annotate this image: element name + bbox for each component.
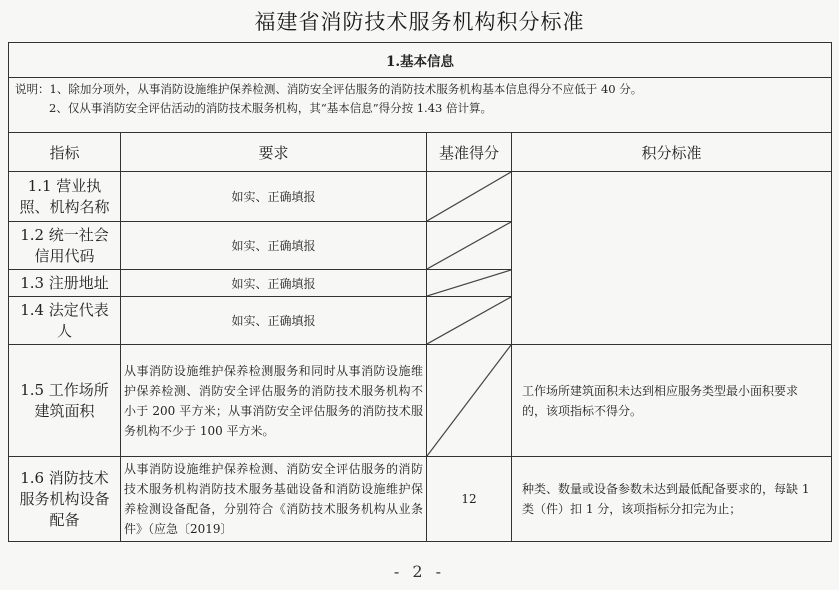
slash-mark [427,270,511,296]
notes-block [9,78,832,133]
note-1: 说明：1、除加分项外，从事消防设施维护保养检测、消防安全评估服务的消防技术服务机构基本信息得分不应低于 40 分。 [15,82,643,96]
requirement-cell: 从事消防设施维护保养检测服务和同时从事消防设施维护保养检测、消防安全评估服务的消防技术服务机构不小于 200 平方米；从事消防安全评估服务的消防技术服务机构不少于 100 平方米。 [121,345,427,457]
section-heading: 1.基本信息 [9,43,832,78]
indicator-cell: 1.2 统一社会信用代码 [9,222,121,270]
slash-mark [427,222,511,269]
document-title: 福建省消防技术服务机构积分标准 [254,10,585,34]
criteria-cell: 种类、数量或设备参数未达到最低配备要求的，每缺 1 类（件）扣 1 分，该项指标分扣完为止； [512,457,832,542]
score-cell-slashed [427,222,512,270]
header-base-score: 基准得分 [427,133,512,172]
score-cell-slashed [427,270,512,297]
table-row [9,172,832,222]
indicator-cell: 1.4 法定代表人 [9,297,121,345]
slash-mark [427,345,511,456]
header-indicator: 指标 [9,133,121,172]
header-requirement: 要求 [121,133,427,172]
page-number: - 2 - [393,562,446,581]
table-row [9,345,832,457]
indicator-cell: 1.6 消防技术服务机构设备配备 [9,457,121,542]
score-cell-slashed [427,297,512,345]
criteria-cell: 工作场所建筑面积未达到相应服务类型最小面积要求的，该项指标不得分。 [512,345,832,457]
slash-mark [427,297,511,344]
indicator-cell: 1.1 营业执照、机构名称 [9,172,121,222]
requirement-cell: 从事消防设施维护保养检测、消防安全评估服务的消防技术服务机构消防技术服务基础设备和消防设施维护保养检测设备配备，分别符合《消防技术服务机构从业条件》（应急〔2019〕 [121,457,427,542]
note-2: 2、仅从事消防安全评估活动的消防技术服务机构，其“基本信息”得分按 1.43 倍计算。 [49,101,492,115]
slash-mark [427,172,511,221]
header-criteria: 积分标准 [512,133,832,172]
requirement-cell: 如实、正确填报 [121,297,427,345]
requirement-cell: 如实、正确填报 [121,270,427,297]
scoring-table [8,42,832,542]
score-cell-slashed [427,172,512,222]
requirement-cell: 如实、正确填报 [121,172,427,222]
indicator-cell: 1.3 注册地址 [9,270,121,297]
criteria-cell-empty [512,172,832,345]
indicator-cell: 1.5 工作场所建筑面积 [9,345,121,457]
score-cell: 12 [427,457,512,542]
requirement-cell: 如实、正确填报 [121,222,427,270]
score-cell-slashed [427,345,512,457]
table-row [9,457,832,542]
